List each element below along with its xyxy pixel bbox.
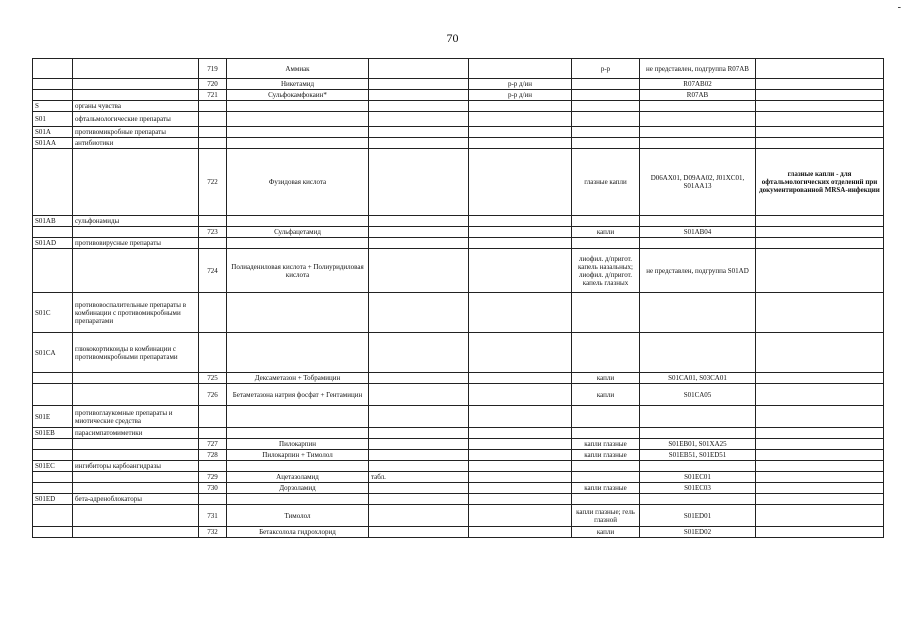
- note-cell: [756, 138, 884, 149]
- item-number-cell: 719: [199, 59, 227, 79]
- form-tablet-cell: [369, 127, 469, 138]
- item-number-cell: [199, 461, 227, 472]
- group-name-cell: органы чувства: [73, 101, 199, 112]
- atc-code-cell: S01CA: [33, 333, 73, 373]
- atc-code-cell: [33, 527, 73, 538]
- atc-reference-cell: S01CA05: [640, 384, 756, 406]
- form-injection-cell: [469, 505, 572, 527]
- drug-name-cell: Сульфацетамид: [227, 227, 369, 238]
- table-row: [33, 483, 884, 494]
- drug-name-cell: [227, 406, 369, 428]
- drug-name-cell: Бетаксолола гидрохлорид: [227, 527, 369, 538]
- group-name-cell: [73, 373, 199, 384]
- drug-name-cell: Фузидовая кислота: [227, 149, 369, 216]
- table-row: [33, 333, 884, 373]
- table-row: [33, 127, 884, 138]
- item-number-cell: 722: [199, 149, 227, 216]
- atc-code-cell: [33, 90, 73, 101]
- group-name-cell: противоглаукомные препараты и миотические средства: [73, 406, 199, 428]
- form-tablet-cell: [369, 249, 469, 293]
- form-injection-cell: [469, 428, 572, 439]
- page-number: 70: [446, 31, 459, 45]
- form-injection-cell: р-р д/ин: [469, 90, 572, 101]
- form-injection-cell: [469, 333, 572, 373]
- form-tablet-cell: [369, 238, 469, 249]
- form-tablet-cell: [369, 384, 469, 406]
- atc-code-cell: [33, 505, 73, 527]
- group-name-cell: глюкокортикоиды в комбинации с противомикробными препаратами: [73, 333, 199, 373]
- atc-reference-cell: [640, 428, 756, 439]
- table-row: [33, 79, 884, 90]
- form-injection-cell: [469, 101, 572, 112]
- form-injection-cell: [469, 138, 572, 149]
- form-other-cell: капли: [572, 373, 640, 384]
- note-cell: [756, 293, 884, 333]
- atc-code-cell: [33, 79, 73, 90]
- table-row: [33, 149, 884, 216]
- drug-name-cell: [227, 216, 369, 227]
- item-number-cell: [199, 112, 227, 127]
- atc-reference-cell: [640, 333, 756, 373]
- group-name-cell: [73, 59, 199, 79]
- form-tablet-cell: [369, 216, 469, 227]
- note-cell: [756, 494, 884, 505]
- table-row: [33, 494, 884, 505]
- form-tablet-cell: [369, 483, 469, 494]
- form-other-cell: капли глазные: [572, 450, 640, 461]
- item-number-cell: [199, 293, 227, 333]
- form-other-cell: [572, 406, 640, 428]
- item-number-cell: [199, 428, 227, 439]
- atc-reference-cell: [640, 112, 756, 127]
- table-row: [33, 138, 884, 149]
- form-other-cell: [572, 79, 640, 90]
- form-other-cell: капли: [572, 227, 640, 238]
- drug-name-cell: [227, 112, 369, 127]
- atc-code-cell: [33, 373, 73, 384]
- group-name-cell: сульфонамиды: [73, 216, 199, 227]
- form-tablet-cell: [369, 406, 469, 428]
- form-other-cell: капли глазные; гель глазной: [572, 505, 640, 527]
- form-tablet-cell: [369, 293, 469, 333]
- form-injection-cell: [469, 472, 572, 483]
- form-tablet-cell: табл.: [369, 472, 469, 483]
- note-cell: [756, 112, 884, 127]
- note-cell: [756, 238, 884, 249]
- form-injection-cell: [469, 249, 572, 293]
- atc-code-cell: [33, 227, 73, 238]
- atc-code-cell: S01EB: [33, 428, 73, 439]
- table-row: [33, 90, 884, 101]
- note-cell: [756, 373, 884, 384]
- atc-code-cell: S01AD: [33, 238, 73, 249]
- form-tablet-cell: [369, 227, 469, 238]
- item-number-cell: 720: [199, 79, 227, 90]
- form-injection-cell: [469, 406, 572, 428]
- note-cell: [756, 439, 884, 450]
- drug-name-cell: [227, 127, 369, 138]
- atc-reference-cell: [640, 238, 756, 249]
- group-name-cell: [73, 227, 199, 238]
- form-tablet-cell: [369, 79, 469, 90]
- item-number-cell: [199, 138, 227, 149]
- atc-reference-cell: [640, 293, 756, 333]
- item-number-cell: 728: [199, 450, 227, 461]
- table-row: [33, 472, 884, 483]
- drug-name-cell: Ацетазоламид: [227, 472, 369, 483]
- item-number-cell: [199, 494, 227, 505]
- item-number-cell: 725: [199, 373, 227, 384]
- group-name-cell: [73, 384, 199, 406]
- item-number-cell: [199, 127, 227, 138]
- form-other-cell: лиофил. д/пригот. капель назальных; лиофил. д/пригот. капель глазных: [572, 249, 640, 293]
- atc-reference-cell: [640, 127, 756, 138]
- note-cell: [756, 216, 884, 227]
- atc-reference-cell: S01EB51, S01ED51: [640, 450, 756, 461]
- form-other-cell: [572, 90, 640, 101]
- drug-name-cell: Пилокарпин: [227, 439, 369, 450]
- atc-reference-cell: [640, 461, 756, 472]
- note-cell: [756, 79, 884, 90]
- group-name-cell: [73, 450, 199, 461]
- item-number-cell: 726: [199, 384, 227, 406]
- drug-name-cell: [227, 238, 369, 249]
- form-other-cell: [572, 472, 640, 483]
- table-row: [33, 293, 884, 333]
- table-row: [33, 238, 884, 249]
- form-injection-cell: [469, 127, 572, 138]
- note-cell: [756, 428, 884, 439]
- atc-reference-cell: R07AB: [640, 90, 756, 101]
- atc-code-cell: [33, 439, 73, 450]
- form-other-cell: р-р: [572, 59, 640, 79]
- atc-code-cell: S01AA: [33, 138, 73, 149]
- atc-code-cell: [33, 384, 73, 406]
- atc-reference-cell: S01EC03: [640, 483, 756, 494]
- form-other-cell: [572, 461, 640, 472]
- atc-code-cell: [33, 59, 73, 79]
- form-injection-cell: [469, 483, 572, 494]
- form-tablet-cell: [369, 450, 469, 461]
- form-injection-cell: [469, 450, 572, 461]
- atc-code-cell: S01EC: [33, 461, 73, 472]
- form-injection-cell: [469, 216, 572, 227]
- item-number-cell: 729: [199, 472, 227, 483]
- group-name-cell: парасимпатомиметики: [73, 428, 199, 439]
- item-number-cell: 724: [199, 249, 227, 293]
- item-number-cell: 721: [199, 90, 227, 101]
- form-other-cell: [572, 333, 640, 373]
- group-name-cell: [73, 527, 199, 538]
- note-cell: [756, 249, 884, 293]
- form-other-cell: [572, 238, 640, 249]
- table-row: [33, 505, 884, 527]
- group-name-cell: ингибиторы карбоангидразы: [73, 461, 199, 472]
- drug-name-cell: [227, 461, 369, 472]
- atc-reference-cell: [640, 406, 756, 428]
- atc-reference-cell: S01AB04: [640, 227, 756, 238]
- atc-reference-cell: S01ED01: [640, 505, 756, 527]
- note-cell: [756, 90, 884, 101]
- form-injection-cell: [469, 149, 572, 216]
- group-name-cell: [73, 505, 199, 527]
- drug-name-cell: Дексаметазон + Тобрамицин: [227, 373, 369, 384]
- group-name-cell: [73, 439, 199, 450]
- atc-code-cell: S01E: [33, 406, 73, 428]
- group-name-cell: противомикробные препараты: [73, 127, 199, 138]
- group-name-cell: [73, 79, 199, 90]
- table-row: [33, 249, 884, 293]
- atc-code-cell: S01A: [33, 127, 73, 138]
- atc-reference-cell: R07AB02: [640, 79, 756, 90]
- form-tablet-cell: [369, 428, 469, 439]
- note-cell: [756, 505, 884, 527]
- drug-name-cell: [227, 333, 369, 373]
- form-other-cell: [572, 494, 640, 505]
- item-number-cell: [199, 216, 227, 227]
- group-name-cell: офтальмологические препараты: [73, 112, 199, 127]
- atc-reference-cell: D06AX01, D09AA02, J01XC01, S01AA13: [640, 149, 756, 216]
- drug-name-cell: [227, 101, 369, 112]
- drug-name-cell: Дорзоламид: [227, 483, 369, 494]
- table-row: [33, 450, 884, 461]
- atc-reference-cell: [640, 101, 756, 112]
- form-tablet-cell: [369, 494, 469, 505]
- note-cell: глазные капли - для офтальмологических отделений при документированной MRSA-инфекции: [756, 149, 884, 216]
- corner-mark: -: [897, 2, 901, 13]
- form-other-cell: [572, 112, 640, 127]
- item-number-cell: [199, 238, 227, 249]
- atc-code-cell: [33, 472, 73, 483]
- form-injection-cell: [469, 227, 572, 238]
- table-row: [33, 461, 884, 472]
- atc-code-cell: S: [33, 101, 73, 112]
- item-number-cell: 727: [199, 439, 227, 450]
- item-number-cell: 723: [199, 227, 227, 238]
- table-row: [33, 216, 884, 227]
- note-cell: [756, 483, 884, 494]
- form-injection-cell: [469, 238, 572, 249]
- note-cell: [756, 527, 884, 538]
- form-other-cell: [572, 101, 640, 112]
- drug-name-cell: [227, 428, 369, 439]
- atc-reference-cell: S01EC01: [640, 472, 756, 483]
- table-row: [33, 101, 884, 112]
- note-cell: [756, 461, 884, 472]
- atc-reference-cell: S01ED02: [640, 527, 756, 538]
- item-number-cell: [199, 101, 227, 112]
- table-row: [33, 406, 884, 428]
- form-injection-cell: [469, 461, 572, 472]
- form-other-cell: капли: [572, 384, 640, 406]
- drug-table: [32, 58, 884, 538]
- note-cell: [756, 227, 884, 238]
- group-name-cell: противовоспалительные препараты в комбинации с противомикробными препаратами: [73, 293, 199, 333]
- drug-name-cell: Пилокарпин + Тимолол: [227, 450, 369, 461]
- form-other-cell: [572, 127, 640, 138]
- form-tablet-cell: [369, 527, 469, 538]
- form-tablet-cell: [369, 90, 469, 101]
- group-name-cell: [73, 483, 199, 494]
- form-tablet-cell: [369, 112, 469, 127]
- group-name-cell: [73, 249, 199, 293]
- table-row: [33, 59, 884, 79]
- form-tablet-cell: [369, 461, 469, 472]
- table-row: [33, 439, 884, 450]
- drug-name-cell: [227, 293, 369, 333]
- form-injection-cell: [469, 494, 572, 505]
- group-name-cell: антибиотики: [73, 138, 199, 149]
- drug-name-cell: [227, 494, 369, 505]
- form-injection-cell: [469, 439, 572, 450]
- note-cell: [756, 59, 884, 79]
- form-other-cell: [572, 293, 640, 333]
- atc-code-cell: [33, 149, 73, 216]
- form-other-cell: капли глазные: [572, 439, 640, 450]
- form-other-cell: глазные капли: [572, 149, 640, 216]
- table-row: [33, 227, 884, 238]
- form-tablet-cell: [369, 439, 469, 450]
- atc-code-cell: [33, 450, 73, 461]
- atc-reference-cell: [640, 216, 756, 227]
- group-name-cell: [73, 90, 199, 101]
- form-tablet-cell: [369, 101, 469, 112]
- atc-code-cell: [33, 249, 73, 293]
- form-injection-cell: р-р д/ин: [469, 79, 572, 90]
- form-other-cell: капли глазные: [572, 483, 640, 494]
- note-cell: [756, 384, 884, 406]
- form-other-cell: [572, 138, 640, 149]
- atc-reference-cell: не представлен, подгруппа R07AB: [640, 59, 756, 79]
- drug-name-cell: Никетамид: [227, 79, 369, 90]
- group-name-cell: противовирусные препараты: [73, 238, 199, 249]
- item-number-cell: [199, 333, 227, 373]
- table-row: [33, 428, 884, 439]
- form-injection-cell: [469, 112, 572, 127]
- note-cell: [756, 472, 884, 483]
- drug-name-cell: Тимолол: [227, 505, 369, 527]
- atc-reference-cell: [640, 494, 756, 505]
- atc-reference-cell: S01CA01, S03CA01: [640, 373, 756, 384]
- note-cell: [756, 333, 884, 373]
- note-cell: [756, 101, 884, 112]
- drug-name-cell: Аммиак: [227, 59, 369, 79]
- form-tablet-cell: [369, 505, 469, 527]
- drug-name-cell: Бетаметазона натрия фосфат + Гентамицин: [227, 384, 369, 406]
- form-tablet-cell: [369, 149, 469, 216]
- atc-code-cell: [33, 483, 73, 494]
- form-other-cell: капли: [572, 527, 640, 538]
- atc-code-cell: S01: [33, 112, 73, 127]
- atc-reference-cell: не представлен, подгруппа S01AD: [640, 249, 756, 293]
- note-cell: [756, 127, 884, 138]
- form-other-cell: [572, 216, 640, 227]
- item-number-cell: [199, 406, 227, 428]
- form-injection-cell: [469, 59, 572, 79]
- form-tablet-cell: [369, 373, 469, 384]
- table-row: [33, 527, 884, 538]
- form-tablet-cell: [369, 333, 469, 373]
- atc-code-cell: S01C: [33, 293, 73, 333]
- note-cell: [756, 450, 884, 461]
- form-tablet-cell: [369, 138, 469, 149]
- drug-name-cell: Полиадениловая кислота + Полиуридиловая кислота: [227, 249, 369, 293]
- atc-code-cell: S01AB: [33, 216, 73, 227]
- item-number-cell: 732: [199, 527, 227, 538]
- table-row: [33, 112, 884, 127]
- table-row: [33, 373, 884, 384]
- note-cell: [756, 406, 884, 428]
- group-name-cell: бета-адреноблокаторы: [73, 494, 199, 505]
- item-number-cell: 731: [199, 505, 227, 527]
- form-injection-cell: [469, 373, 572, 384]
- drug-name-cell: Сульфокамфокаин*: [227, 90, 369, 101]
- group-name-cell: [73, 472, 199, 483]
- form-other-cell: [572, 428, 640, 439]
- atc-code-cell: S01ED: [33, 494, 73, 505]
- form-injection-cell: [469, 527, 572, 538]
- atc-reference-cell: S01EB01, S01XA25: [640, 439, 756, 450]
- form-tablet-cell: [369, 59, 469, 79]
- form-injection-cell: [469, 384, 572, 406]
- table-row: [33, 384, 884, 406]
- form-injection-cell: [469, 293, 572, 333]
- atc-reference-cell: [640, 138, 756, 149]
- group-name-cell: [73, 149, 199, 216]
- drug-name-cell: [227, 138, 369, 149]
- item-number-cell: 730: [199, 483, 227, 494]
